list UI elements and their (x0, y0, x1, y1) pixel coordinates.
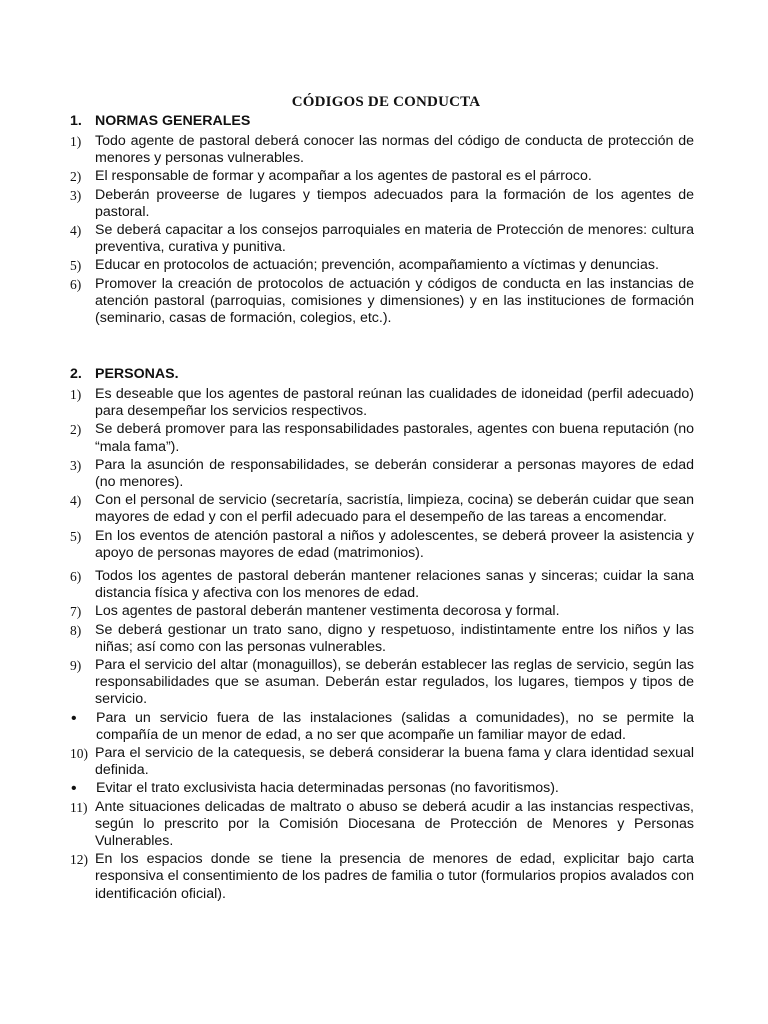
item-number: 10) (70, 746, 88, 762)
item-text: Es deseable que los agentes de pastoral reúnan las cualidades de idoneidad (perfil adecuado) para desempeñar los servicios respectivos. (95, 386, 694, 420)
list-item (70, 222, 694, 256)
item-text: En los eventos de atención pastoral a niños y adolescentes, se deberá proveer la asistencia y apoyo de personas mayores de edad (matrimonios). (95, 527, 694, 561)
item-text: Deberán proveerse de lugares y tiempos adecuados para la formación de los agentes de pastoral. (95, 186, 694, 220)
list-item (70, 603, 694, 620)
item-text: Con el personal de servicio (secretaría, sacristía, limpieza, cocina) se deberán cuidar que sean mayores de edad y con el perfil adecuado para el desempeño de las tareas a encomendar. (95, 492, 694, 526)
item-number: 1) (70, 134, 82, 149)
item-number: 4) (70, 223, 82, 239)
bullet-marker: • (71, 780, 77, 798)
list-item (70, 568, 694, 602)
item-text: Los agentes de pastoral deberán mantener vestimenta decorosa y formal. (95, 603, 560, 620)
item-list (70, 386, 694, 903)
section-title: PERSONAS. (95, 366, 179, 382)
item-number: 12) (70, 852, 88, 868)
section-title: NORMAS GENERALES (95, 113, 251, 129)
list-item (70, 187, 694, 221)
list-item (70, 168, 694, 185)
item-text: Promover la creación de protocolos de actuación y códigos de conducta en las instancias de atención pastoral (parroquias, comisiones y dimensiones) y en las instituciones de formación (seminario, casas de formación, colegios, etc.). (95, 275, 694, 327)
item-number: 3) (70, 187, 82, 203)
item-number: 2) (70, 422, 82, 438)
list-item (70, 528, 694, 562)
item-number: 5) (70, 258, 82, 274)
item-text: Se deberá capacitar a los consejos parroquiales en materia de Protección de menores: cultura preventiva, curativa y punitiva. (95, 222, 694, 256)
list-item (70, 745, 694, 779)
list-item (70, 457, 694, 491)
item-number: 2) (70, 169, 82, 185)
item-text: El responsable de formar y acompañar a los agentes de pastoral es el párroco. (95, 168, 592, 185)
section-heading (70, 113, 694, 130)
item-text: Evitar el trato exclusivista hacia determinadas personas (no favoritismos). (96, 780, 559, 797)
section-number: 2. (70, 366, 82, 382)
list-item (70, 386, 694, 420)
list-item (70, 421, 694, 455)
list-item (70, 851, 694, 903)
item-number: 6) (70, 569, 82, 585)
item-text: Para la asunción de responsabilidades, se deberán considerar a personas mayores de edad (no menores). (95, 456, 694, 491)
item-text: Educar en protocolos de actuación; prevención, acompañamiento a víctimas y denuncias. (95, 257, 659, 274)
item-number: 9) (70, 658, 82, 674)
item-text: Ante situaciones delicadas de maltrato o abuso se deberá acudir a las instancias respectivas, según lo prescrito por la Comisión Diocesana de Protección de Menores y Personas Vulnerables. (95, 798, 694, 850)
item-text: En los espacios donde se tiene la presencia de menores de edad, explicitar bajo carta responsiva el consentimiento de los padres de familia o tutor (formularios propios avalados con identificación oficial). (95, 851, 694, 902)
item-number: 3) (70, 457, 82, 473)
section-heading (70, 366, 694, 383)
list-item (70, 492, 694, 526)
item-number: 1) (70, 387, 82, 402)
item-text: Para un servicio fuera de las instalaciones (salidas a comunidades), no se permite la compañía de un menor de edad, a no ser que acompañe un familiar mayor de edad. (96, 709, 694, 743)
item-text: Todos los agentes de pastoral deberán mantener relaciones sanas y sinceras; cuidar la sana distancia física y afectiva con los menores de edad. (95, 568, 694, 602)
list-item (70, 257, 694, 274)
list-item (70, 657, 694, 709)
bullet-marker: • (71, 709, 77, 727)
item-text: Se deberá promover para las responsabilidades pastorales, agentes con buena reputación (no “mala fama”). (95, 421, 694, 455)
document-title: CÓDIGOS DE CONDUCTA (291, 94, 481, 110)
list-item (70, 276, 694, 328)
item-number: 11) (70, 799, 88, 815)
item-text: Todo agente de pastoral deberá conocer las normas del código de conducta de protección de menores y personas vulnerables. (95, 133, 694, 167)
item-text: Para el servicio del altar (monaguillos), se deberán establecer las reglas de servicio, según las responsabilidades que se asuman. Deberán estar regulados, los lugares, tiempos y tipos de servicio. (95, 657, 694, 708)
section-normas-generales (70, 113, 694, 328)
item-text: Se deberá gestionar un trato sano, digno y respetuoso, indistintamente entre los niños y las niñas; así como con las personas vulnerables. (95, 621, 694, 655)
list-item (70, 622, 694, 656)
section-number: 1. (70, 113, 82, 129)
item-number: 5) (70, 528, 82, 544)
list-item (70, 780, 694, 797)
item-number: 6) (70, 276, 82, 292)
section-personas (70, 366, 694, 904)
item-number: 4) (70, 493, 82, 509)
list-item (70, 799, 694, 851)
list-item (70, 710, 694, 744)
item-list (70, 133, 694, 327)
item-number: 7) (70, 604, 82, 620)
item-number: 8) (70, 622, 82, 638)
item-text: Para el servicio de la catequesis, se deberá considerar la buena fama y clara identidad sexual definida. (95, 745, 694, 779)
list-item (70, 133, 694, 167)
